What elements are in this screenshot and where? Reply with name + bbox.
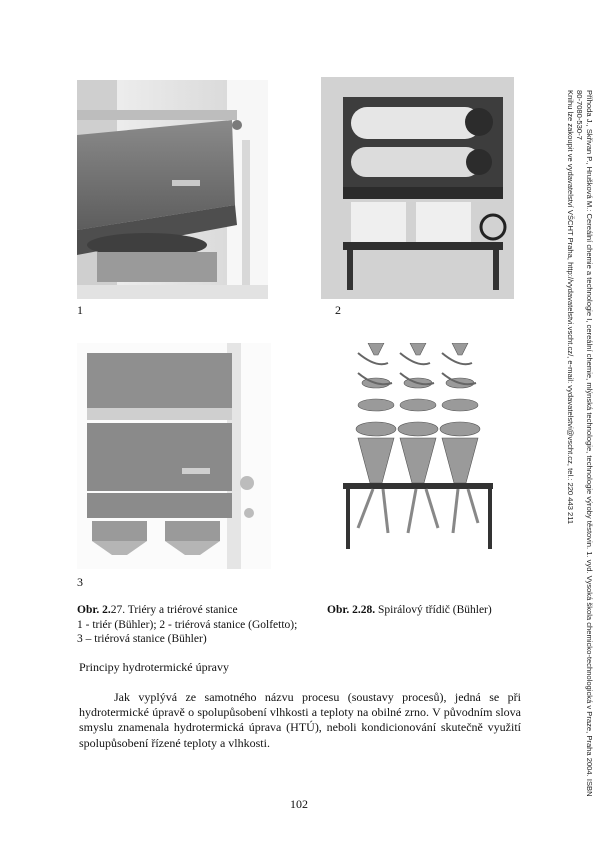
caption-title: Triéry a triérové stanice	[125, 604, 238, 616]
caption-title: Spirálový třídič (Bühler)	[375, 604, 492, 616]
caption-label: Obr. 2.	[77, 604, 111, 616]
figure-4-drawing	[328, 343, 518, 569]
page-number: 102	[290, 797, 308, 811]
figure-2-27-caption	[77, 603, 327, 647]
caption-label: Obr. 2.28.	[327, 604, 376, 616]
paragraph-text: Jak vyplývá ze samotného názvu procesu (soustavy procesů), jedná se při hydrotermické úpravě o spolupůsobení vlhkosti a teploty na obilné zrno. V původním slova smyslu znamenala hydrotermická úprava (HTÚ), neboli kondicionování skutečně využití spolupůsobení řízené teploty a vlhkosti.	[79, 690, 521, 750]
caption-number: 27.	[110, 604, 126, 616]
caption-line-2: 3 – triérová stanice (Bühler)	[77, 633, 207, 645]
citation-line-1: Příhoda J., Skřivan P., Hrušková M.: Cereální chemie a technologie I, cereální chemie, mlýnská technologie, technologie výroby těstovin. 1. vyd. Vysoká škola chemicko-technologická v Praze, Praha 2004. ISBN	[585, 90, 594, 797]
side-citation	[565, 90, 594, 797]
figure-1-label: 1	[77, 303, 83, 317]
figure-1-photo	[77, 80, 268, 299]
figure-2-photo	[321, 77, 514, 299]
figure-3-photo	[77, 343, 271, 569]
figure-2-28-caption	[327, 603, 527, 618]
caption-line-1: 1 - triér (Bühler); 2 - triérová stanice (Golfetto);	[77, 618, 298, 631]
citation-line-3: Knihu lze zakoupit ve vydavatelství VŠCHT Praha, http://vydavatelstvi.vscht.cz/, e-mail: vydavatelstvi@vscht.cz, tel.: 220 443 211	[565, 90, 575, 525]
buhler-logo-plate	[172, 180, 200, 186]
body-paragraph	[79, 690, 521, 751]
figure-3-label: 3	[77, 575, 83, 589]
figure-2-label: 2	[335, 303, 341, 317]
buhler-logo-plate	[182, 468, 210, 474]
section-heading: Principy hydrotermické úpravy	[79, 660, 229, 674]
citation-line-2: 80-7080-530-7	[575, 90, 585, 140]
